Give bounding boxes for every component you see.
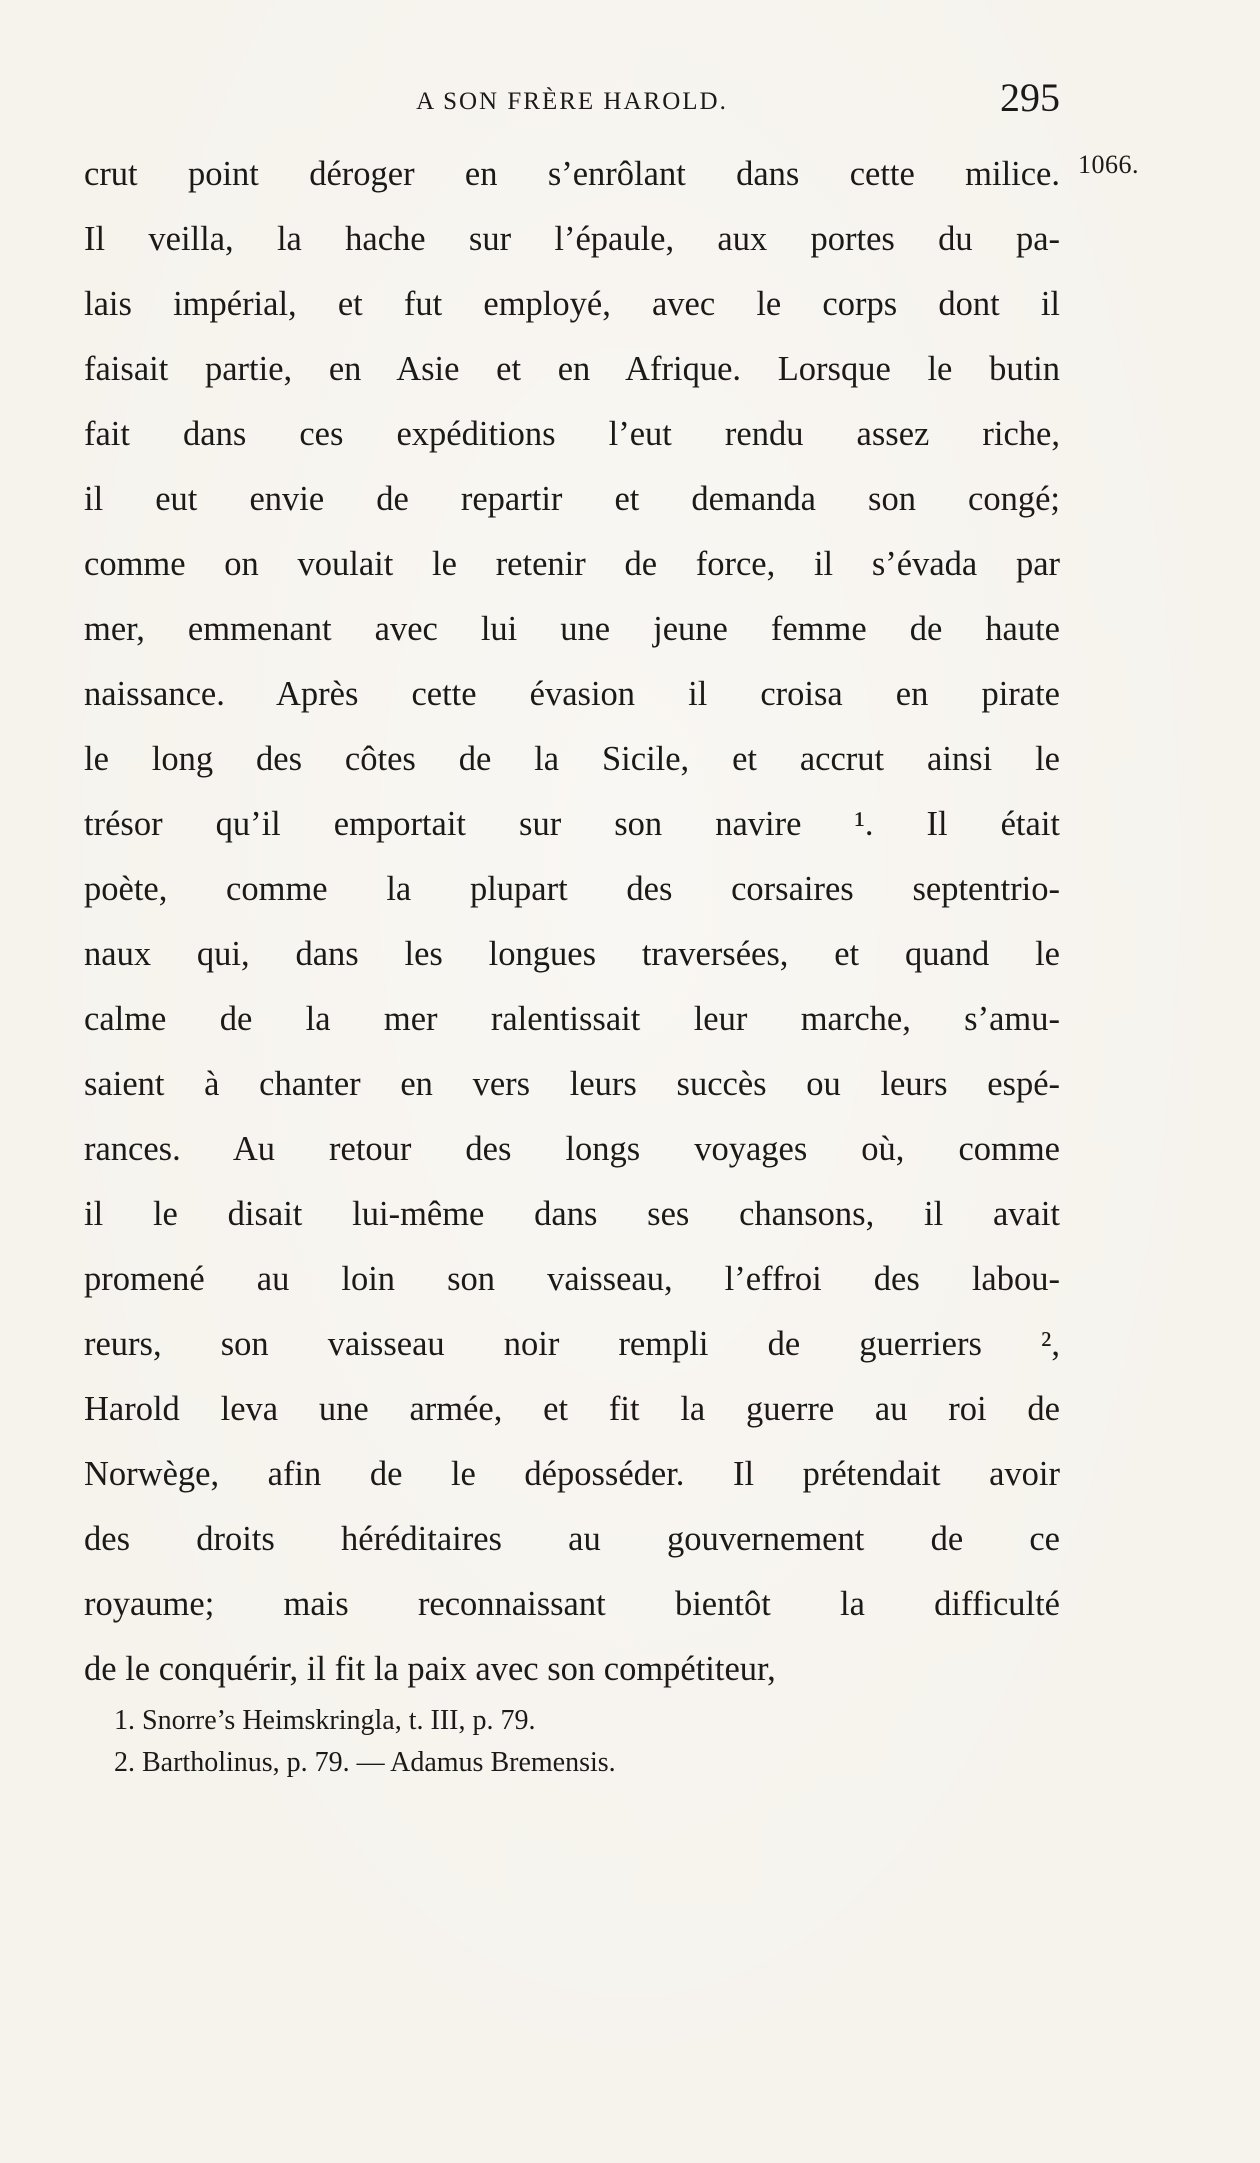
footnote-2: 2. Bartholinus, p. 79. — Adamus Bremensis. [114,1747,616,1778]
text-line: mer, emmenant avec lui une jeune femme de haute [84,610,1060,648]
text-line: crut point déroger en s’enrôlant dans cette milice. [84,155,1060,193]
text-line: comme on voulait le retenir de force, il s’évada par [84,545,1060,583]
text-line: poète, comme la plupart des corsaires septentrio- [84,870,1060,908]
margin-year-note: 1066. [1078,150,1139,179]
text-line: rances. Au retour des longs voyages où, comme [84,1130,1060,1168]
page-header [84,75,1060,132]
text-line: royaume; mais reconnaissant bientôt la difficulté [84,1585,1060,1623]
text-line: Harold leva une armée, et fit la guerre au roi de [84,1390,1060,1428]
text-line: naux qui, dans les longues traversées, et quand le [84,935,1060,973]
text-line: calme de la mer ralentissait leur marche, s’amu- [84,1000,1060,1038]
text-line: reurs, son vaisseau noir rempli de guerriers ², [84,1325,1060,1363]
text-line: il eut envie de repartir et demanda son congé; [84,480,1060,518]
body-text [84,142,1060,1702]
text-line: faisait partie, en Asie et en Afrique. Lorsque le butin [84,350,1060,388]
text-line: fait dans ces expéditions l’eut rendu assez riche, [84,415,1060,453]
text-line: naissance. Après cette évasion il croisa en pirate [84,675,1060,713]
running-title: A SON FRÈRE HAROLD. [416,88,728,115]
text-line: promené au loin son vaisseau, l’effroi des labou- [84,1260,1060,1298]
footnotes [114,1700,1014,1784]
page-number: 295 [1000,75,1060,120]
text-line: de le conquérir, il fit la paix avec son compétiteur, [84,1650,776,1688]
text-line: saient à chanter en vers leurs succès ou leurs espé- [84,1065,1060,1103]
footnote-1: 1. Snorre’s Heimskringla, t. III, p. 79. [114,1705,536,1736]
text-line: lais impérial, et fut employé, avec le corps dont il [84,285,1060,323]
text-line: des droits héréditaires au gouvernement de ce [84,1520,1060,1558]
text-line: il le disait lui-même dans ses chansons, il avait [84,1195,1060,1233]
text-line: Il veilla, la hache sur l’épaule, aux portes du pa- [84,220,1060,258]
text-line: le long des côtes de la Sicile, et accrut ainsi le [84,740,1060,778]
text-line: Norwège, afin de le déposséder. Il prétendait avoir [84,1455,1060,1493]
text-line: trésor qu’il emportait sur son navire ¹. Il était [84,805,1060,843]
